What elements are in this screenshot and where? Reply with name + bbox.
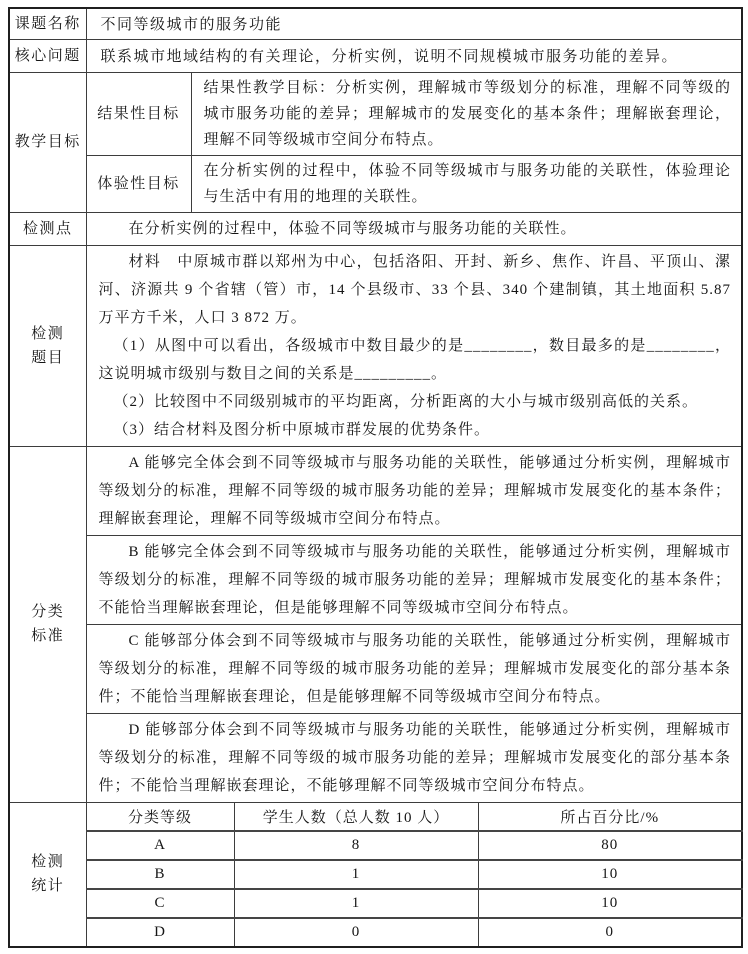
checkpoint-text: 在分析实例的过程中，体验不同等级城市与服务功能的关联性。 xyxy=(86,212,742,245)
question-2: （2）比较图中不同级别城市的平均距离，分析距离的大小与城市级别高低的关系。 xyxy=(113,393,699,410)
stats-row-c xyxy=(9,889,742,918)
question-3: （3）结合材料及图分析中原城市群发展的优势条件。 xyxy=(113,421,491,438)
stats-header-grade: 分类等级 xyxy=(86,802,234,831)
lesson-title-label: 课题名称 xyxy=(9,8,86,39)
row-test-questions xyxy=(9,245,742,446)
stats-row-b xyxy=(9,860,742,889)
stats-count: 1 xyxy=(234,889,478,918)
stats-count: 0 xyxy=(234,918,478,947)
row-criteria-b xyxy=(9,535,742,624)
row-core-question xyxy=(9,39,742,72)
row-stats-header xyxy=(9,802,742,831)
lesson-evaluation-table xyxy=(8,7,743,948)
checkpoint-label: 检测点 xyxy=(9,212,86,245)
core-question-label: 核心问题 xyxy=(9,39,86,72)
core-question-value: 联系城市地域结构的有关理论，分析实例，说明不同规模城市服务功能的差异。 xyxy=(86,39,742,72)
row-lesson-title xyxy=(9,8,742,39)
experience-objective-text: 在分析实例的过程中，体验不同等级城市与服务功能的关联性，体验理论与生活中有用的地理的关联性。 xyxy=(191,155,742,212)
stats-grade: C xyxy=(86,889,234,918)
criteria-label-line2: 标准 xyxy=(31,628,65,644)
stats-percent: 80 xyxy=(478,831,742,860)
question-1: （1）从图中可以看出，各级城市中数目最少的是________，数目最多的是________，这说明城市级别与数目之间的关系是_________。 xyxy=(98,337,732,382)
lesson-title-value: 不同等级城市的服务功能 xyxy=(86,8,742,39)
result-objective-text: 结果性教学目标：分析实例，理解城市等级划分的标准，理解不同等级的城市服务功能的差异；理解城市的发展变化的基本条件；理解嵌套理论，理解不同等级城市空间分布特点。 xyxy=(191,72,742,155)
test-questions-label-line2: 题目 xyxy=(31,349,65,366)
stats-grade: A xyxy=(86,831,234,860)
stats-count: 8 xyxy=(234,831,478,860)
test-questions-content xyxy=(86,245,742,446)
row-criteria-d xyxy=(9,713,742,802)
row-objectives-result xyxy=(9,72,742,155)
stats-grade: D xyxy=(86,918,234,947)
stats-header-percent: 所占百分比/% xyxy=(478,802,742,831)
test-questions-label xyxy=(9,245,86,446)
test-questions-label-line1: 检测 xyxy=(31,325,65,342)
row-criteria-a xyxy=(9,446,742,535)
stats-count: 1 xyxy=(234,860,478,889)
stats-header-count: 学生人数（总人数 10 人） xyxy=(234,802,478,831)
stats-row-a xyxy=(9,831,742,860)
criteria-grade-a-text: A 能够完全体会到不同等级城市与服务功能的关联性，能够通过分析实例，理解城市等级划分的标准，理解不同等级的城市服务功能的差异；理解城市发展变化的基本条件；理解嵌套理论，理解不同等级城市空间分布特点。 xyxy=(86,446,742,535)
stats-label-line2: 统计 xyxy=(31,878,65,895)
stats-percent: 10 xyxy=(478,889,742,918)
stats-row-d xyxy=(9,918,742,947)
objectives-label: 教学目标 xyxy=(9,72,86,212)
result-objective-label: 结果性目标 xyxy=(86,72,191,155)
row-checkpoint xyxy=(9,212,742,245)
criteria-grade-b-text: B 能够完全体会到不同等级城市与服务功能的关联性，能够通过分析实例，理解城市等级划分的标准，理解不同等级的城市服务功能的差异；理解城市发展变化的基本条件；不能恰当理解嵌套理论，但是能够理解不同等级城市空间分布特点。 xyxy=(86,535,742,624)
criteria-label xyxy=(9,446,86,802)
stats-grade: B xyxy=(86,860,234,889)
criteria-grade-d-text: D 能够部分体会到不同等级城市与服务功能的关联性，能够通过分析实例，理解城市等级划分的标准，理解不同等级的城市服务功能的差异；理解城市发展变化的部分基本条件；不能恰当理解嵌套理论，不能够理解不同等级城市空间分布特点。 xyxy=(86,713,742,802)
experience-objective-label: 体验性目标 xyxy=(86,155,191,212)
stats-percent: 10 xyxy=(478,860,742,889)
criteria-grade-c-text: C 能够部分体会到不同等级城市与服务功能的关联性，能够通过分析实例，理解城市等级划分的标准，理解不同等级的城市服务功能的差异；理解城市发展变化的部分基本条件；不能恰当理解嵌套理论，但是能够理解不同等级城市空间分布特点。 xyxy=(86,624,742,713)
criteria-label-line1: 分类 xyxy=(31,604,65,620)
stats-label-line1: 检测 xyxy=(31,854,65,871)
row-objectives-experience xyxy=(9,155,742,212)
stats-label xyxy=(9,802,86,947)
row-criteria-c xyxy=(9,624,742,713)
question-material: 材料 中原城市群以郑州为中心，包括洛阳、开封、新乡、焦作、许昌、平顶山、漯河、济源共 9 个省辖（管）市，14 个县级市、33 个县、340 个建制镇，其土地面积 5.87 万平方千米，人口 3 872 万。 xyxy=(98,253,732,326)
stats-percent: 0 xyxy=(478,918,742,947)
